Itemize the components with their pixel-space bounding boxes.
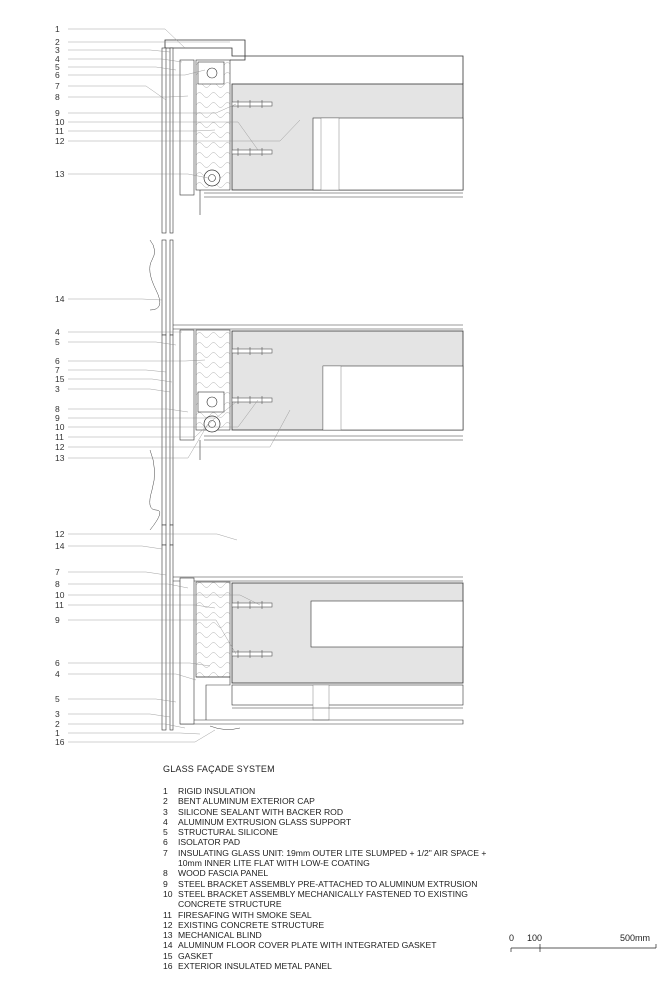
legend-number: 1	[163, 786, 168, 796]
legend-text: STEEL BRACKET ASSEMBLY PRE-ATTACHED TO ALUMINUM EXTRUSION	[178, 878, 478, 889]
legend-number: 16	[163, 961, 173, 972]
callout-number: 10	[55, 422, 65, 432]
callout-number: 14	[55, 294, 65, 304]
diagram-title: GLASS FAÇADE SYSTEM	[163, 764, 275, 774]
legend-number: 7	[163, 847, 168, 858]
callout-number: 4	[55, 327, 60, 337]
legend-number: 4	[163, 816, 168, 827]
legend-text: STRUCTURAL SILICONE	[178, 827, 278, 838]
legend-text: EXTERIOR INSULATED METAL PANEL	[178, 961, 332, 972]
callout-number: 13	[55, 453, 65, 463]
callout-number: 11	[55, 600, 64, 610]
legend-text: INSULATING GLASS UNIT: 19mm OUTER LITE SLUMPED + 1/2" AIR SPACE + 10mm INNER LITE FLAT WITH LOW-E COATING	[178, 847, 487, 869]
callout-number: 10	[55, 117, 65, 127]
callout-number: 11	[55, 432, 64, 442]
callout-number: 4	[55, 669, 60, 679]
callout-number: 4	[55, 54, 60, 64]
legend-text: FIRESAFING WITH SMOKE SEAL	[178, 909, 312, 920]
legend-number: 14	[163, 940, 173, 951]
legend-number: 3	[163, 806, 168, 817]
callout-number: 3	[55, 45, 60, 55]
legend-number: 13	[163, 930, 173, 941]
callout-number: 3	[55, 384, 60, 394]
legend-number: 12	[163, 919, 173, 930]
callout-number: 9	[55, 413, 60, 423]
callout-number: 7	[55, 81, 60, 91]
legend-text: WOOD FASCIA PANEL	[178, 868, 269, 879]
legend-text: BENT ALUMINUM EXTERIOR CAP	[178, 796, 315, 807]
callout-number: 5	[55, 337, 60, 347]
callout-number: 8	[55, 92, 60, 102]
callout-number: 15	[55, 374, 65, 384]
legend-number: 10	[163, 888, 173, 899]
legend-number: 8	[163, 868, 168, 879]
callout-number: 1	[55, 728, 60, 738]
callout-number: 5	[55, 62, 60, 72]
callout-number: 16	[55, 737, 65, 747]
legend-text: ALUMINUM EXTRUSION GLASS SUPPORT	[178, 816, 352, 827]
callout-number: 2	[55, 37, 60, 47]
legend-text: ALUMINUM FLOOR COVER PLATE WITH INTEGRATED GASKET	[178, 940, 437, 951]
callout-number: 9	[55, 108, 60, 118]
callout-number: 6	[55, 356, 60, 366]
scale-label-0: 0	[509, 933, 515, 943]
callout-number: 12	[55, 136, 65, 146]
legend-number: 2	[163, 796, 168, 807]
legend-number: 9	[163, 878, 168, 889]
callout-number: 1	[55, 24, 60, 34]
legend-text: SILICONE SEALANT WITH BACKER ROD	[178, 806, 344, 817]
legend-number: 11	[163, 909, 172, 920]
legend-number: 15	[163, 950, 173, 961]
scale-label-500: 500mm	[620, 933, 651, 943]
legend-text: EXISTING CONCRETE STRUCTURE	[178, 919, 325, 930]
callout-number: 6	[55, 70, 60, 80]
callout-number: 3	[55, 709, 60, 719]
callout-number: 14	[55, 541, 65, 551]
callout-number: 12	[55, 442, 65, 452]
callout-number: 2	[55, 719, 60, 729]
callout-number: 7	[55, 365, 60, 375]
callout-number: 11	[55, 126, 64, 136]
legend-number: 5	[163, 827, 168, 838]
callout-number: 10	[55, 590, 65, 600]
callout-number: 9	[55, 615, 60, 625]
legend-number: 6	[163, 837, 168, 848]
scale-label-100: 100	[527, 933, 543, 943]
legend-text: ISOLATOR PAD	[178, 837, 241, 848]
legend-text: STEEL BRACKET ASSEMBLY MECHANICALLY FASTENED TO EXISTING CONCRETE STRUCTURE	[178, 888, 468, 910]
callout-number: 7	[55, 567, 60, 577]
callout-number: 8	[55, 404, 60, 414]
legend-text: MECHANICAL BLIND	[178, 930, 262, 941]
callout-number: 5	[55, 694, 60, 704]
callout-number: 8	[55, 579, 60, 589]
legend-text: RIGID INSULATION	[178, 786, 256, 796]
callout-number: 12	[55, 529, 65, 539]
legend-text: GASKET	[178, 950, 213, 961]
callout-number: 6	[55, 658, 60, 668]
callout-number: 13	[55, 169, 65, 179]
